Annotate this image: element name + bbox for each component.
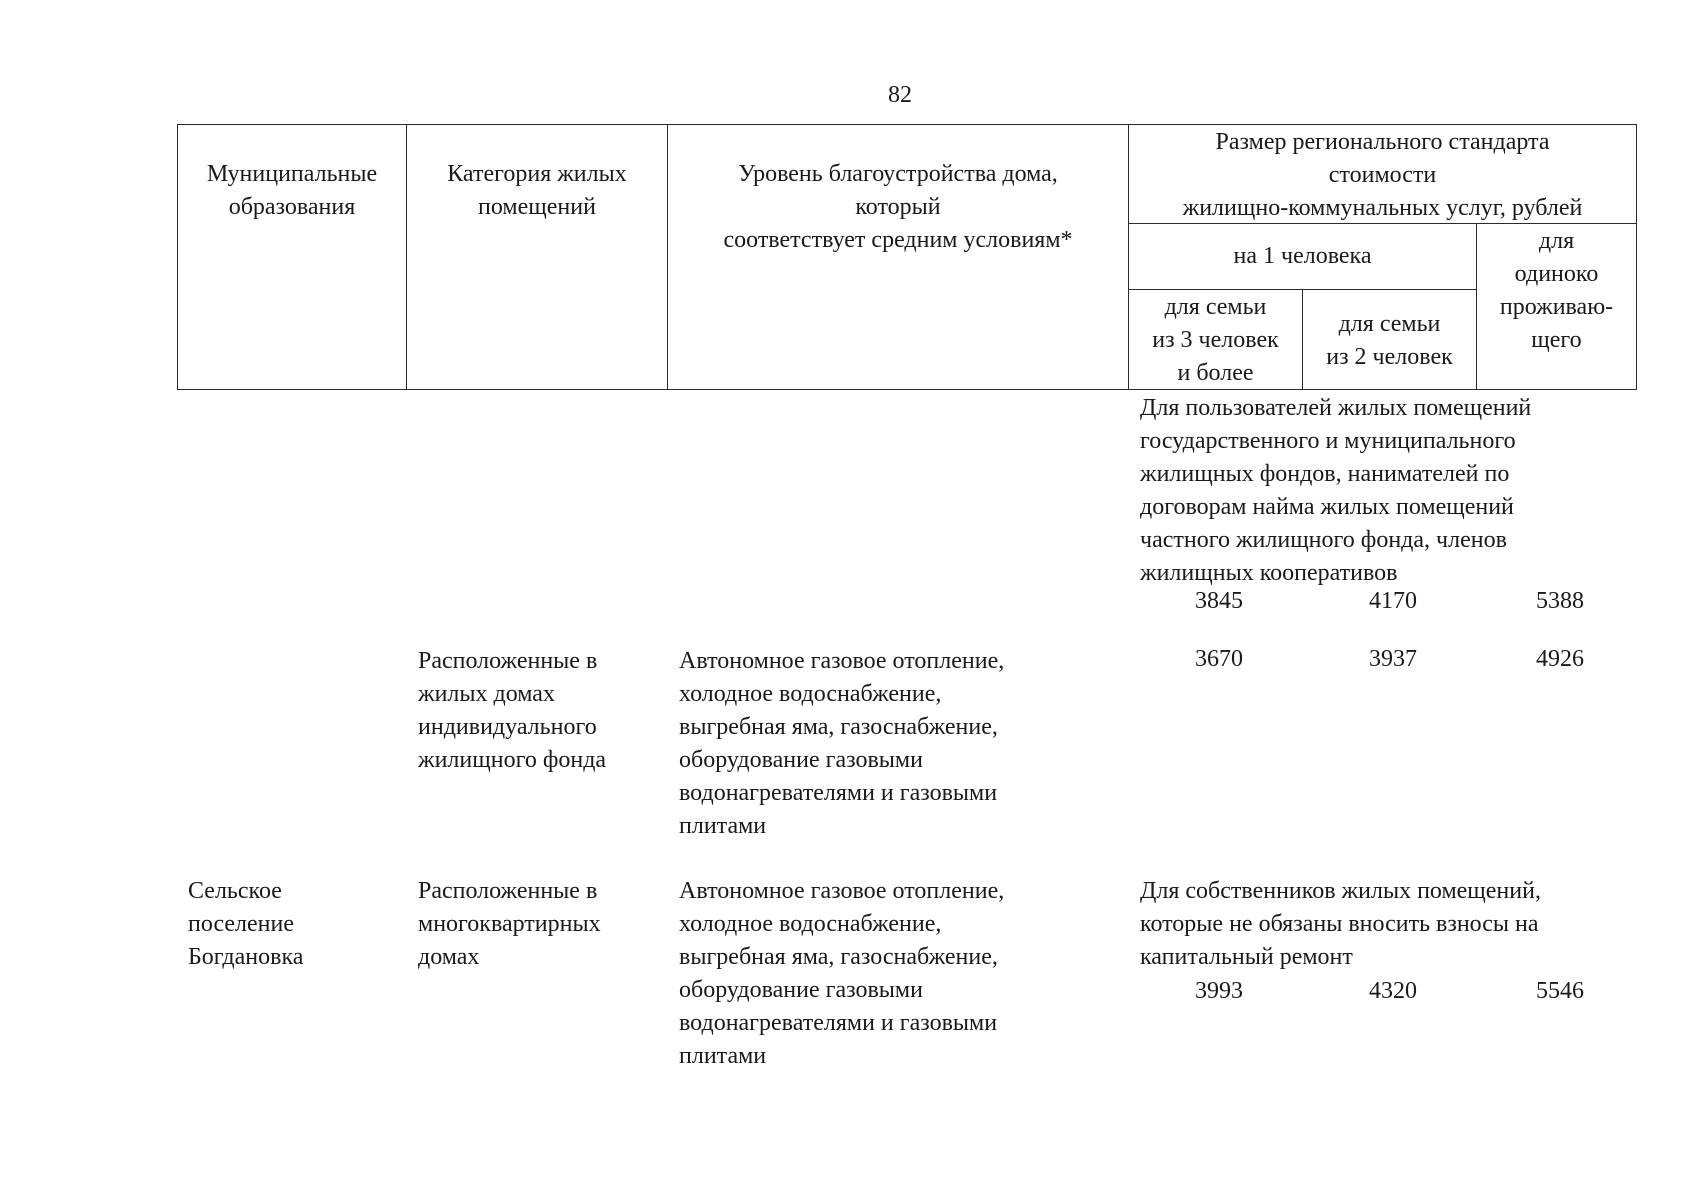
row-bogdanovka-note: Для собственников жилых помещений, которые не обязаны вносить взносы на капитальный ремонт <box>1140 878 1541 970</box>
col-divider-3 <box>1128 124 1129 389</box>
header-level: Уровень благоустройства дома, который соответствует средним условиям* <box>723 161 1073 253</box>
header-size: Размер регионального стандарта стоимости жилищно-коммунальных услуг, рублей <box>1182 129 1583 221</box>
page-number: 82 <box>888 82 912 108</box>
section1-value-single: 5388 <box>1536 588 1584 614</box>
row-individual-value-single: 4926 <box>1536 646 1584 672</box>
row-bogdanovka-level: Автономное газовое отопление, холодное водоснабжение, выгребная яма, газоснабжение, оборудование газовыми водонагревателями и газовыми плитами <box>679 878 1005 1069</box>
section1-note: Для пользователей жилых помещений государственного и муниципального жилищных фондов, нанимателей по договорам найма жилых помещений частного жилищного фонда, членов жилищных кооперативов <box>1140 395 1532 586</box>
header-family3: для семьи из 3 человек и более <box>1152 294 1279 386</box>
table-top-border <box>177 124 1637 125</box>
row-bogdanovka-category: Расположенные в многоквартирных домах <box>418 878 601 970</box>
header-category: Категория жилых помещений <box>447 161 627 220</box>
section1-value-family2: 4170 <box>1369 588 1417 614</box>
table-right-border <box>1636 124 1637 389</box>
col-divider-4 <box>1476 223 1477 389</box>
row-bogdanovka-value-family3: 3993 <box>1195 978 1243 1004</box>
row-individual-category: Расположенные в жилых домах индивидуального жилищного фонда <box>418 648 607 773</box>
table-bottom-border <box>177 389 1637 390</box>
col-divider-1 <box>406 124 407 389</box>
table-left-border <box>177 124 178 389</box>
row-bogdanovka-value-family2: 4320 <box>1369 978 1417 1004</box>
header-family2: для семьи из 2 человек <box>1326 311 1453 370</box>
row-individual-value-family3: 3670 <box>1195 646 1243 672</box>
col-divider-5 <box>1302 289 1303 389</box>
header-municipalities: Муниципальные образования <box>206 161 378 220</box>
row-individual-level: Автономное газовое отопление, холодное водоснабжение, выгребная яма, газоснабжение, оборудование газовыми водонагревателями и газовыми плитами <box>679 648 1005 839</box>
section1-value-family3: 3845 <box>1195 588 1243 614</box>
header-per-person: на 1 человека <box>1233 243 1372 269</box>
row-individual-value-family2: 3937 <box>1369 646 1417 672</box>
header-single: для одиноко проживаю- щего <box>1499 228 1614 353</box>
row-bogdanovka-municipality: Сельское поселение Богдановка <box>188 878 304 970</box>
row-bogdanovka-value-single: 5546 <box>1536 978 1584 1004</box>
col-divider-2 <box>667 124 668 389</box>
